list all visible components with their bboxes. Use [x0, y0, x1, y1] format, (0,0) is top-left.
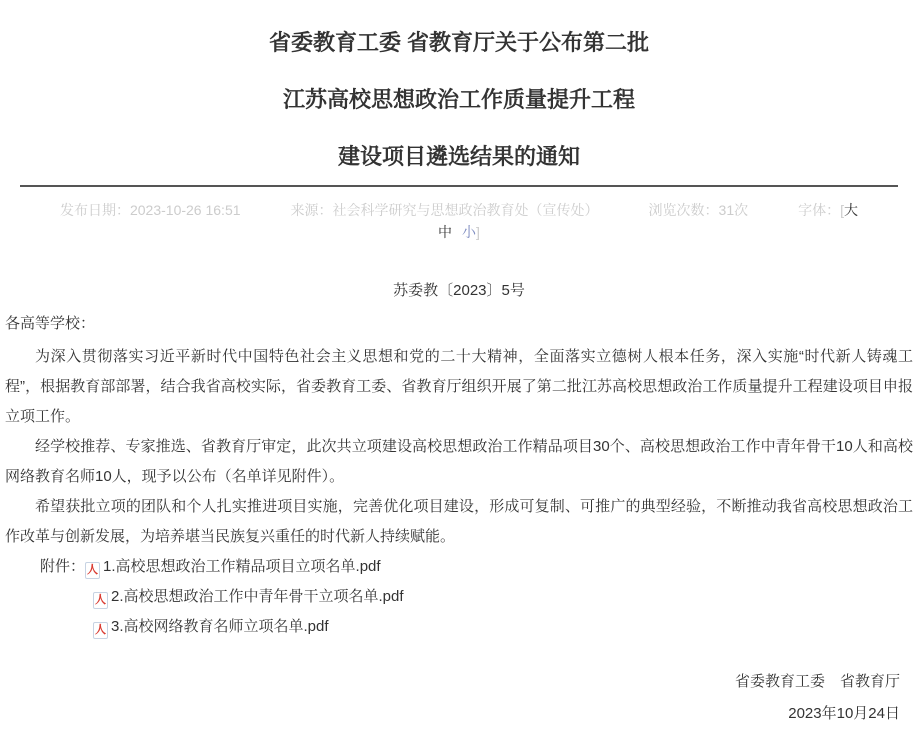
- attachment-row-2: [40, 582, 918, 612]
- source-value: 社会科学研究与思想政治教育处（宣传处）: [332, 202, 599, 218]
- attachments-list: [0, 552, 918, 642]
- attachment-link-2[interactable]: [93, 588, 404, 605]
- pdf-file-icon: 人: [93, 592, 108, 609]
- document-number: 苏委教〔2023〕5号: [393, 282, 525, 299]
- title-line-2: 江苏高校思想政治工作质量提升工程: [282, 87, 635, 112]
- pdf-file-icon: 人: [93, 622, 108, 639]
- attachment-link-1[interactable]: [85, 558, 381, 575]
- font-size-large-button[interactable]: 大: [844, 202, 858, 218]
- attachment-row-3: [40, 612, 918, 642]
- paragraph-1: 为深入贯彻落实习近平新时代中国特色社会主义思想和党的二十大精神，全面落实立德树人根本任务，深入实施“时代新人铸魂工程”，根据教育部部署，结合我省高校实际，省委教育工委、省教育厅组织开展了第二批江苏高校思想政治工作质量提升工程建设项目申报立项工作。: [5, 348, 913, 425]
- title-line-1: 省委教育工委 省教育厅关于公布第二批: [268, 30, 650, 55]
- attachment-name-1: 1.高校思想政治工作精品项目立项名单.pdf: [103, 558, 381, 575]
- paragraph-2: 经学校推荐、专家推选、省教育厅审定，此次共立项建设高校思想政治工作精品项目30个、高校思想政治工作中青年骨干10人和高校网络教育名师10人，现予以公布（名单详见附件）。: [5, 438, 913, 485]
- paragraph-3: 希望获批立项的团队和个人扎实推进项目实施，完善优化项目建设，形成可复制、可推广的典型经验，不断推动我省高校思想政治工作改革与创新发展，为培养堪当民族复兴重任的时代新人持续赋能。: [5, 498, 913, 545]
- attachment-link-3[interactable]: [93, 618, 329, 635]
- salutation: 各高等学校：: [5, 315, 96, 332]
- font-size-bracket-open: [: [840, 202, 844, 218]
- issuer-signature: 省委教育工委 省教育厅: [734, 673, 900, 690]
- font-size-small-button[interactable]: 小: [462, 224, 477, 240]
- title-divider: [20, 185, 898, 187]
- document-body: [0, 309, 918, 552]
- font-size-medium-button[interactable]: 中: [438, 224, 453, 240]
- document-footer: [0, 667, 918, 729]
- attachment-name-3: 3.高校网络教育名师立项名单.pdf: [111, 618, 329, 635]
- page-title: [0, 0, 918, 185]
- pdf-file-icon: 人: [85, 562, 100, 579]
- source-label: 来源：: [290, 202, 333, 218]
- attachment-name-2: 2.高校思想政治工作中青年骨干立项名单.pdf: [111, 588, 404, 605]
- views-value: 31次: [718, 202, 749, 218]
- font-size-bracket-close: ]: [476, 224, 480, 240]
- attachments-label: 附件：: [40, 558, 86, 575]
- meta-bar: [0, 199, 918, 243]
- issue-date: 2023年10月24日: [788, 705, 900, 722]
- title-line-3: 建设项目遴选结果的通知: [337, 144, 580, 169]
- views-label: 浏览次数：: [648, 202, 719, 218]
- font-size-label: 字体：: [798, 202, 841, 218]
- publish-date-label: 发布日期：: [59, 202, 130, 218]
- publish-date: 2023-10-26 16:51: [129, 202, 241, 218]
- attachment-row-1: [40, 552, 918, 582]
